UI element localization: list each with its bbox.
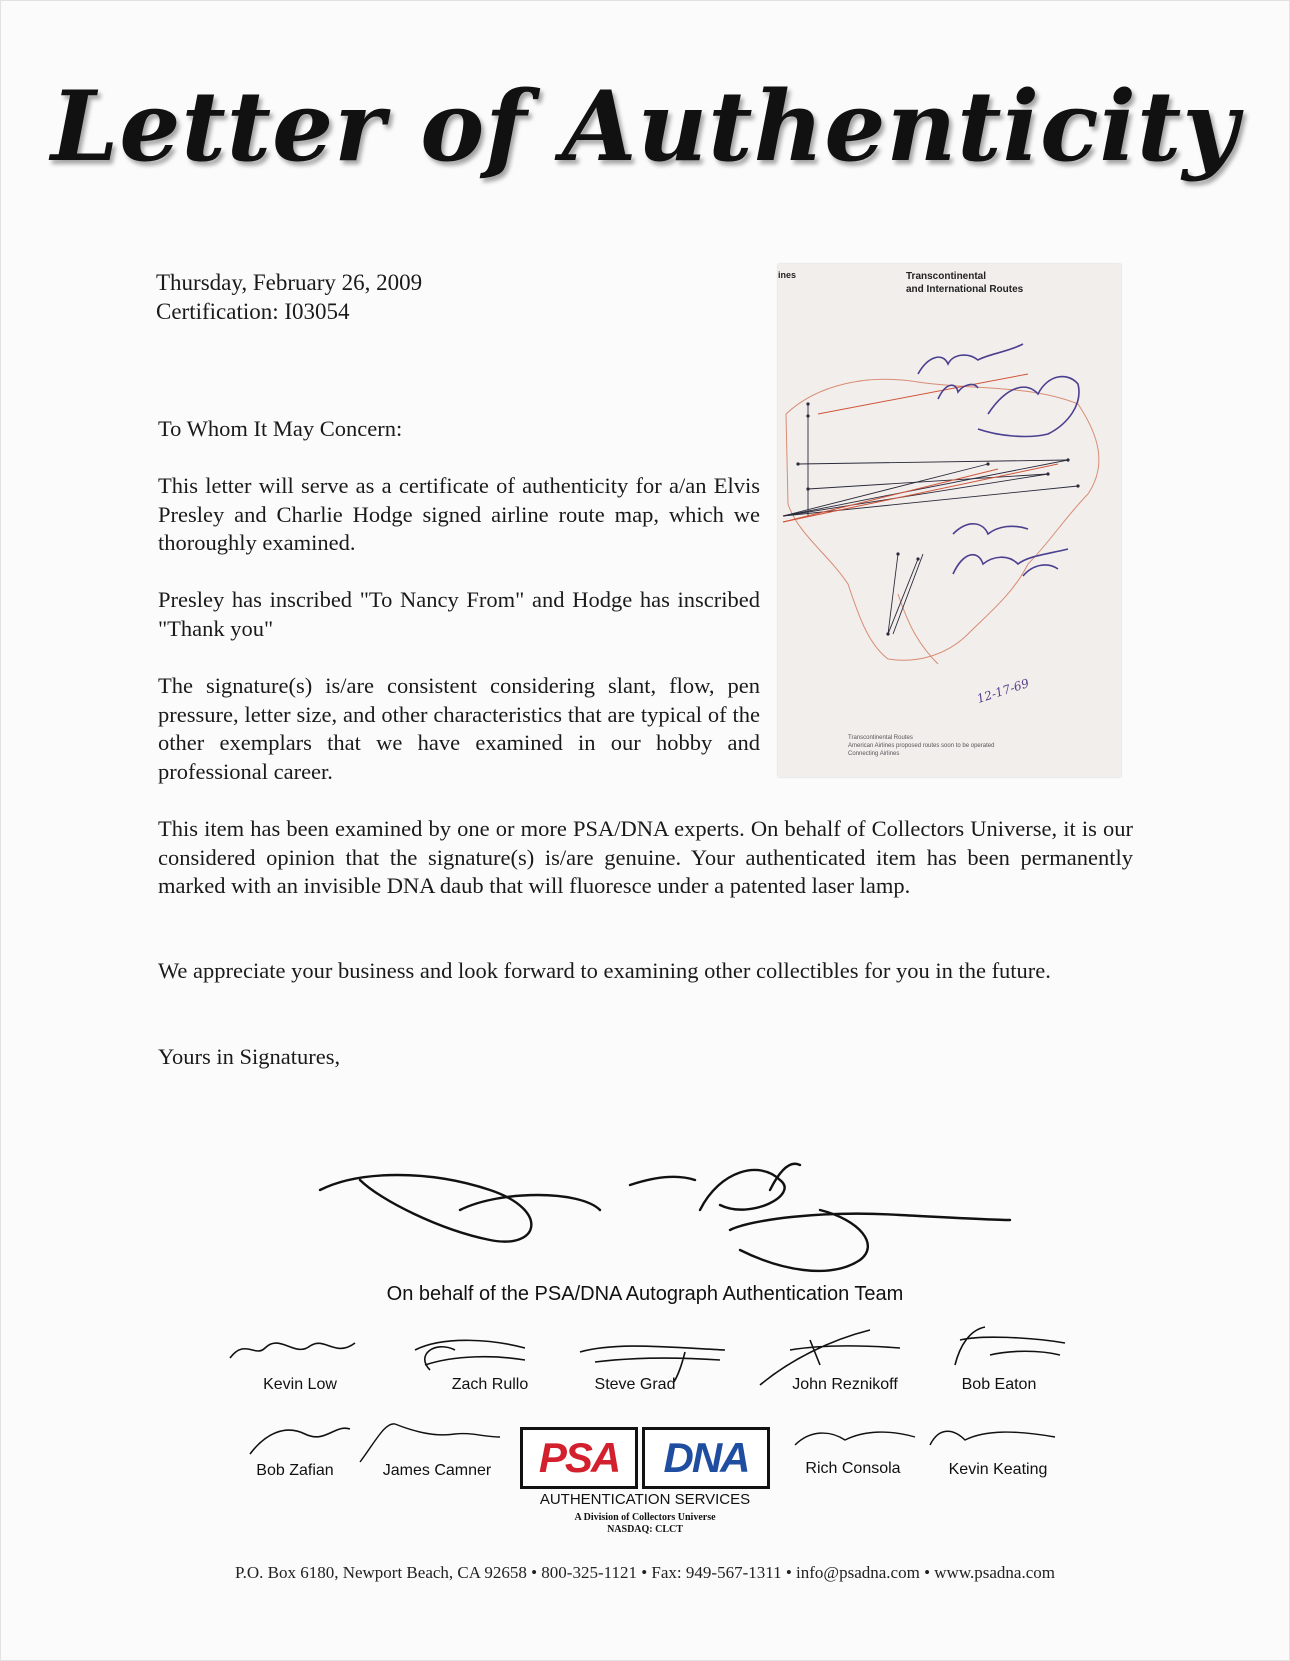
paragraph-inscriptions-text: Presley has inscribed "To Nancy From" and Hodge has inscribed "Thank you" — [158, 587, 760, 641]
dna-logo-mark: DNA — [642, 1427, 770, 1489]
legend-proposed: American Airlines proposed routes soon to be operated — [848, 743, 995, 749]
signature-james-camner — [355, 1412, 505, 1467]
nasdaq-line: NASDAQ: CLCT — [607, 1524, 683, 1535]
member-name: Steve Grad — [594, 1376, 676, 1393]
psa-logo-mark: PSA — [520, 1427, 638, 1489]
paragraph-examination-text: This item has been examined by one or more PSA/DNA experts. On behalf of Collectors Universe, it is our considered opinion that the signature(s) is/are genuine. Your authenticated item has been permanently marked with an invisible DNA daub that will fluoresce under a patented laser lamp. — [158, 816, 1133, 898]
member-name: Kevin Keating — [948, 1461, 1048, 1478]
paragraph-appreciation — [158, 957, 1133, 986]
map-caption-line1: Transcontinental — [906, 271, 987, 282]
paragraph-description — [158, 472, 760, 558]
paragraph-consistency — [158, 672, 760, 786]
member-name: Kevin Low — [263, 1376, 337, 1393]
letter-meta — [156, 268, 422, 326]
member-name: Bob Zafian — [256, 1462, 334, 1479]
signature-kevin-low — [225, 1328, 375, 1378]
item-photo — [778, 264, 1121, 777]
document-title: Letter of Authenticity — [50, 70, 1240, 183]
signature-zach-rullo — [405, 1330, 545, 1380]
footer-contact: P.O. Box 6180, Newport Beach, CA 92658 • 800-325-1121 • Fax: 949-567-1311 • info@psadna.com • www.psadna.com — [235, 1563, 1055, 1582]
closing-text: Yours in Signatures, — [158, 1044, 341, 1069]
map-caption-left: ines — [778, 270, 797, 280]
division-info — [0, 1512, 1290, 1536]
paragraph-appreciation-text: We appreciate your business and look forward to examining other collectibles for you in the future. — [158, 958, 1051, 983]
paragraph-examination — [158, 815, 1133, 901]
inscription-date: 12-17-69 — [975, 676, 1031, 706]
member-name: Rich Consola — [805, 1460, 901, 1477]
member-name: James Camner — [382, 1462, 492, 1479]
legend-transcontinental: Transcontinental Routes — [848, 735, 913, 741]
signature-bob-zafian — [245, 1414, 355, 1464]
team-behalf-line: On behalf of the PSA/DNA Autograph Authentication Team — [386, 1283, 904, 1305]
salutation-text: To Whom It May Concern: — [158, 416, 403, 441]
route-lines-black — [783, 404, 1078, 634]
paragraph-consistency-text: The signature(s) is/are consistent considering slant, flow, pen pressure, letter size, and other characteristics that are typical of the other exemplars that we have examined in our hobby and professional career. — [158, 673, 760, 784]
certification-number: Certification: I03054 — [156, 299, 350, 324]
letter-date: Thursday, February 26, 2009 — [156, 270, 423, 295]
division-line: A Division of Collectors Universe — [574, 1512, 716, 1523]
legend-connecting: Connecting Airlines — [848, 751, 900, 757]
paragraph-inscriptions — [158, 586, 760, 643]
member-name: Zach Rullo — [451, 1376, 529, 1393]
route-lines-red — [783, 374, 1058, 522]
signature-bob-eaton — [940, 1315, 1070, 1375]
city-dots — [796, 402, 1079, 635]
map-legend — [848, 734, 994, 758]
paragraph-description-text: This letter will serve as a certificate of authenticity for a/an Elvis Presley and Charlie Hodge signed airline route map, which we thoroughly examined. — [158, 473, 760, 555]
main-signature — [300, 1150, 1020, 1290]
member-name: John Reznikoff — [792, 1376, 898, 1393]
signature-rich-consola — [790, 1415, 920, 1465]
land-outline — [786, 379, 1099, 660]
member-name: Bob Eaton — [961, 1376, 1037, 1393]
psa-dna-logo — [520, 1427, 770, 1489]
route-map-drawing — [778, 264, 1121, 777]
map-caption-line2: and International Routes — [906, 284, 1024, 295]
closing — [158, 1043, 758, 1072]
authentication-services: AUTHENTICATION SERVICES — [539, 1491, 751, 1508]
salutation — [158, 415, 758, 444]
signature-steve-grad — [575, 1332, 735, 1382]
signature-kevin-keating — [925, 1415, 1060, 1465]
